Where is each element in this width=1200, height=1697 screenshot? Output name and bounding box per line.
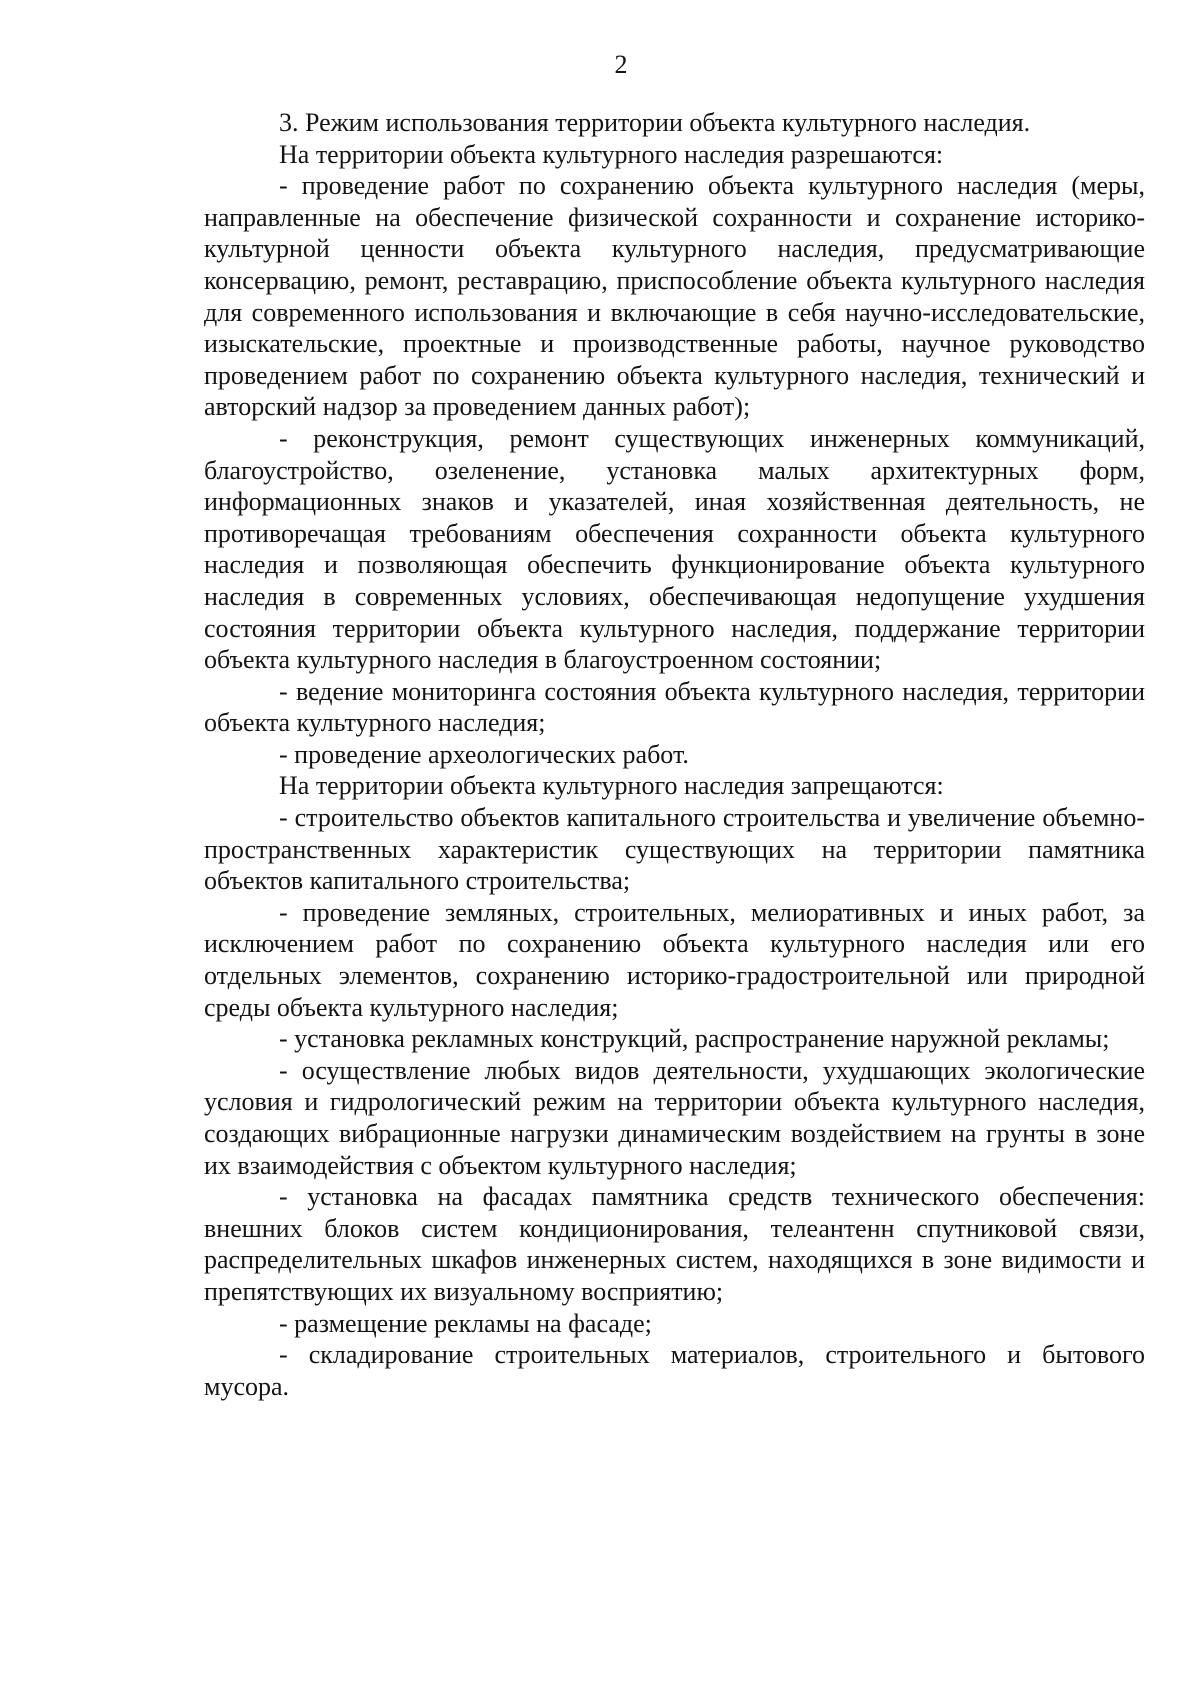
- prohibited-item-earthworks: - проведение земляных, строительных, мелиоративных и иных работ, за исключением работ по сохранению объекта культурного наследия или его отдельных элементов, сохранению историко-градостроительной или природной среды объекта культурного наследия;: [204, 897, 1145, 1022]
- page-number: 2: [614, 50, 628, 79]
- permitted-item-archaeology: - проведение археологических работ.: [279, 739, 689, 769]
- prohibited-item-material-storage: - складирование строительных материалов, строительного и бытового мусора.: [204, 1340, 1145, 1401]
- section-heading: 3. Режим использования территории объекта культурного наследия.: [279, 108, 1031, 137]
- permitted-item-preservation-works: - проведение работ по сохранению объекта культурного наследия (меры, направленные на обеспечение физической сохранности и сохранение историко-культурной ценности объекта культурного наследия, предусматривающие консервацию, ремонт, реставрацию, приспособление объекта культурного наследия для современного использования и включающие в себя научно-исследовательские, изыскательские, проектные и производственные работы, научное руководство проведением работ по сохранению объекта культурного наследия, технический и авторский надзор за проведением данных работ);: [204, 171, 1145, 422]
- prohibited-item-facade-advertising: - размещение рекламы на фасаде;: [279, 1308, 652, 1338]
- permitted-item-monitoring: - ведение мониторинга состояния объекта культурного наследия, территории объекта культурного наследия;: [204, 676, 1145, 738]
- prohibited-item-advertising-structures: - установка рекламных конструкций, распространение наружной рекламы;: [279, 1024, 1110, 1054]
- permitted-item-reconstruction: - реконструкция, ремонт существующих инженерных коммуникаций, благоустройство, озеленение, установка малых архитектурных форм, информационных знаков и указателей, иная хозяйственная деятельность, не противоречащая требованиям обеспечения сохранности объекта культурного наследия и позволяющая обеспечить функционирование объекта культурного наследия в современных условиях, обеспечивающая недопущение ухудшения состояния территории объекта культурного наследия, поддержание территории объекта культурного наследия в благоустроенном состоянии;: [204, 423, 1145, 675]
- prohibited-intro: На территории объекта культурного наследия запрещаются:: [279, 771, 944, 801]
- prohibited-item-facade-equipment: - установка на фасадах памятника средств технического обеспечения: внешних блоков систем кондиционирования, телеантенн спутниковой связи, распределительных шкафов инженерных систем, находящихся в зоне видимости и препятствующих их визуальному восприятию;: [204, 1182, 1145, 1306]
- document-body: [204, 107, 1145, 1402]
- prohibited-item-construction: - строительство объектов капитального строительства и увеличение объемно-пространственных характеристик существующих на территории памятника объектов капитального строительства;: [204, 803, 1145, 896]
- prohibited-item-harmful-activities: - осуществление любых видов деятельности, ухудшающих экологические условия и гидрологический режим на территории объекта культурного наследия, создающих вибрационные нагрузки динамическим воздействием на грунты в зоне их взаимодействия с объектом культурного наследия;: [204, 1055, 1145, 1180]
- permitted-intro: На территории объекта культурного наследия разрешаются:: [279, 139, 944, 169]
